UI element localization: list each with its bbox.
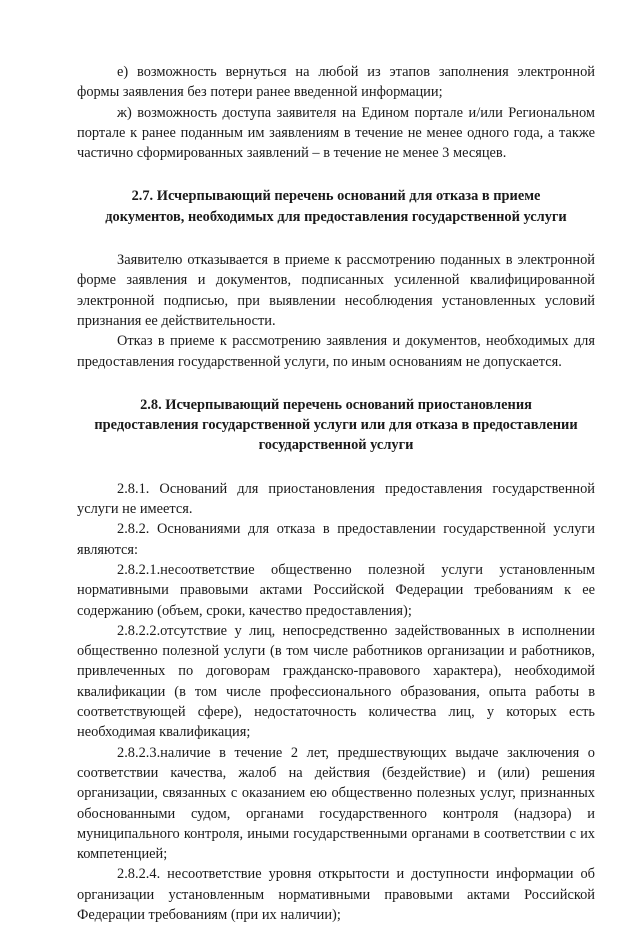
- list-item-zh: ж) возможность доступа заявителя на Едином портале и/или Региональном портале к ранее поданным им заявлениям в течение не менее одного года, а также частично сформированных заявлений – в течение не менее 3 месяцев.: [77, 104, 595, 162]
- section-2-7-paragraph-2: Отказ в приеме к рассмотрению заявления и документов, необходимых для предоставления государственной услуги, по иным основаниям не допускается.: [77, 333, 595, 370]
- section-2-7-heading: [77, 186, 595, 227]
- paragraph-2-8-2: 2.8.2. Основаниями для отказа в предоставлении государственной услуги являются:: [77, 521, 595, 558]
- spacer: [77, 456, 595, 479]
- section-2-7-heading-line1: 2.7. Исчерпывающий перечень оснований для отказа в приеме: [131, 188, 541, 205]
- paragraph-2-8-2-2: 2.8.2.2.отсутствие у лиц, непосредственно задействованных в исполнении общественно полезной услуги (в том числе работников организации и работников, привлеченных по договорам гражданско-правового характера), необходимой квалификации (в том числе профессионального образования, опыта работы в соответствующей сфере), недостаточность количества лиц, у которых есть необходимая квалификация;: [77, 622, 595, 741]
- paragraph-2-8-2-1: 2.8.2.1.несоответствие общественно полезной услуги установленным нормативными правовыми актами Российской Федерации требованиям к ее содержанию (объем, сроки, качество предоставления);: [77, 561, 595, 619]
- section-2-8-heading-line1: 2.8. Исчерпывающий перечень оснований приостановления: [140, 396, 532, 413]
- paragraph-2-8-2-3: 2.8.2.3.наличие в течение 2 лет, предшествующих выдаче заключения о соответствии качества, жалоб на действия (бездействие) и (или) решения организации, связанных с оказанием ею общественно полезных услуг, признанных обоснованными судом, органами государственного контроля (надзора) и муниципального контроля, иными государственными органами в соответствии с их компетенцией;: [77, 744, 595, 863]
- paragraph-2-8-2-4: 2.8.2.4. несоответствие уровня открытости и доступности информации об организации установленным нормативными правовыми актами Российской Федерации требованиям (при их наличии);: [77, 866, 595, 923]
- section-2-7-heading-line2: документов, необходимых для предоставления государственной услуги: [105, 208, 567, 225]
- section-2-7-paragraph-1: Заявителю отказывается в приеме к рассмотрению поданных в электронной форме заявления и документов, подписанных усиленной квалифицированной электронной подписью, при выявлении несоблюдения установленных условий признания ее действительности.: [77, 252, 595, 329]
- section-2-8-heading-line3: государственной услуги: [258, 437, 414, 454]
- spacer: [77, 163, 595, 186]
- list-item-e: е) возможность вернуться на любой из этапов заполнения электронной формы заявления без потери ранее введенной информации;: [77, 64, 595, 101]
- section-2-8-heading-line2: предоставления государственной услуги или для отказа в предоставлении: [94, 417, 578, 434]
- spacer: [77, 227, 595, 250]
- paragraph-2-8-1: 2.8.1. Оснований для приостановления предоставления государственной услуги не имеется.: [77, 480, 595, 518]
- section-2-8-heading: [77, 395, 595, 456]
- spacer: [77, 372, 595, 395]
